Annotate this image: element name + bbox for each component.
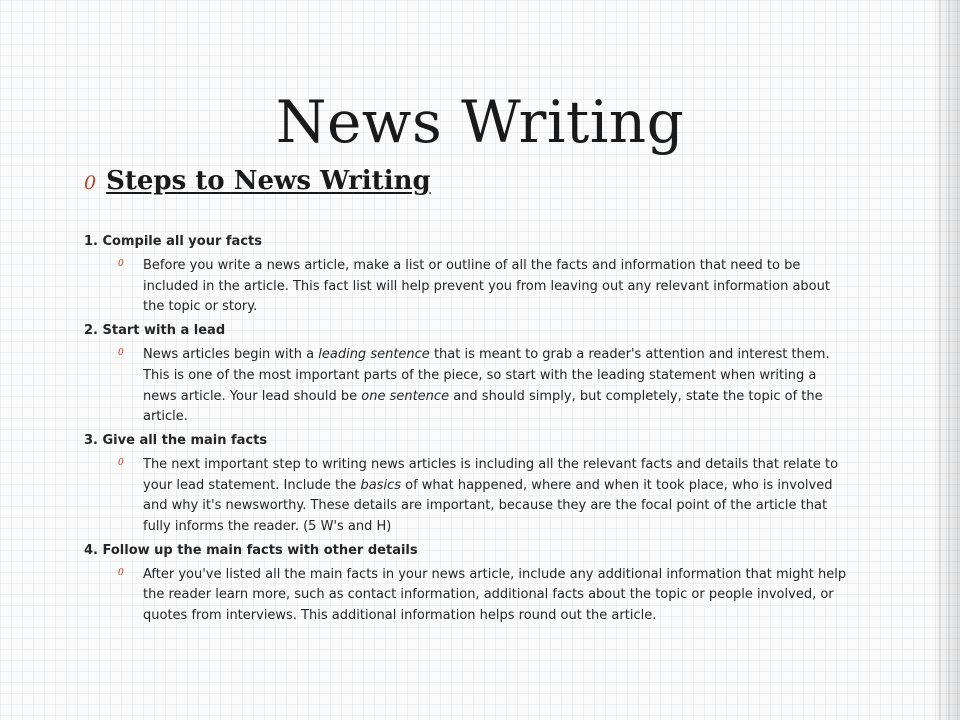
step-text-part: The next important step to writing news articles is including all the relevant facts and details that relate to your lead statement. Include the	[143, 456, 839, 493]
bullet-icon: 0	[118, 567, 124, 578]
step-detail	[84, 455, 854, 538]
bullet-icon: 0	[84, 172, 97, 194]
step-text-emphasis: basics	[360, 477, 401, 493]
step-text-part: Before you write a news article, make a list or outline of all the facts and information that need to be included in the article. This fact list will help prevent you from leaving out any relevant information about the topic or story.	[143, 258, 830, 315]
step-detail	[84, 345, 854, 428]
step-text	[143, 345, 854, 428]
step-text-emphasis: one sentence	[361, 388, 450, 404]
step-title: 1. Compile all your facts	[84, 234, 262, 249]
bullet-icon: 0	[118, 348, 124, 359]
step-item	[84, 232, 854, 318]
slide-title: News Writing	[275, 88, 685, 156]
step-item	[84, 321, 854, 428]
step-text-part: that is meant to grab a reader's attention and interest them. This is one of the most important parts of the piece, so start with the leading statement when writing a news article. Your lead should be	[143, 347, 830, 404]
steps-list	[84, 229, 854, 629]
section-heading: Steps to News Writing	[106, 166, 431, 196]
step-text	[143, 565, 854, 627]
step-title: 3. Give all the main facts	[84, 432, 268, 448]
step-item	[84, 431, 854, 538]
heading-row	[84, 166, 431, 196]
step-title: 2. Start with a lead	[84, 323, 226, 339]
step-title: 4. Follow up the main facts with other details	[84, 542, 418, 558]
step-detail	[84, 565, 854, 627]
bullet-icon: 0	[118, 457, 124, 468]
step-text-emphasis: leading sentence	[318, 347, 430, 363]
step-item	[84, 541, 854, 627]
step-text-part: and should simply, but completely, state the topic of the article.	[143, 388, 823, 425]
step-text-part: After you've listed all the main facts in your news article, include any additional information that might help the reader learn more, such as contact information, additional facts about the topic or people involved, or quotes from interviews. This additional information helps round out the article.	[143, 566, 847, 624]
step-text	[143, 256, 854, 318]
step-text	[143, 455, 854, 538]
step-detail	[84, 256, 854, 318]
step-text-part: of what happened, where and when it took place, who is involved and why it's newsworthy. These details are important, because they are the focal point of the article that fully informs the reader. (5 W's and H)	[143, 477, 833, 535]
bullet-icon: 0	[118, 259, 124, 269]
step-text-part: News articles begin with a	[143, 347, 319, 363]
